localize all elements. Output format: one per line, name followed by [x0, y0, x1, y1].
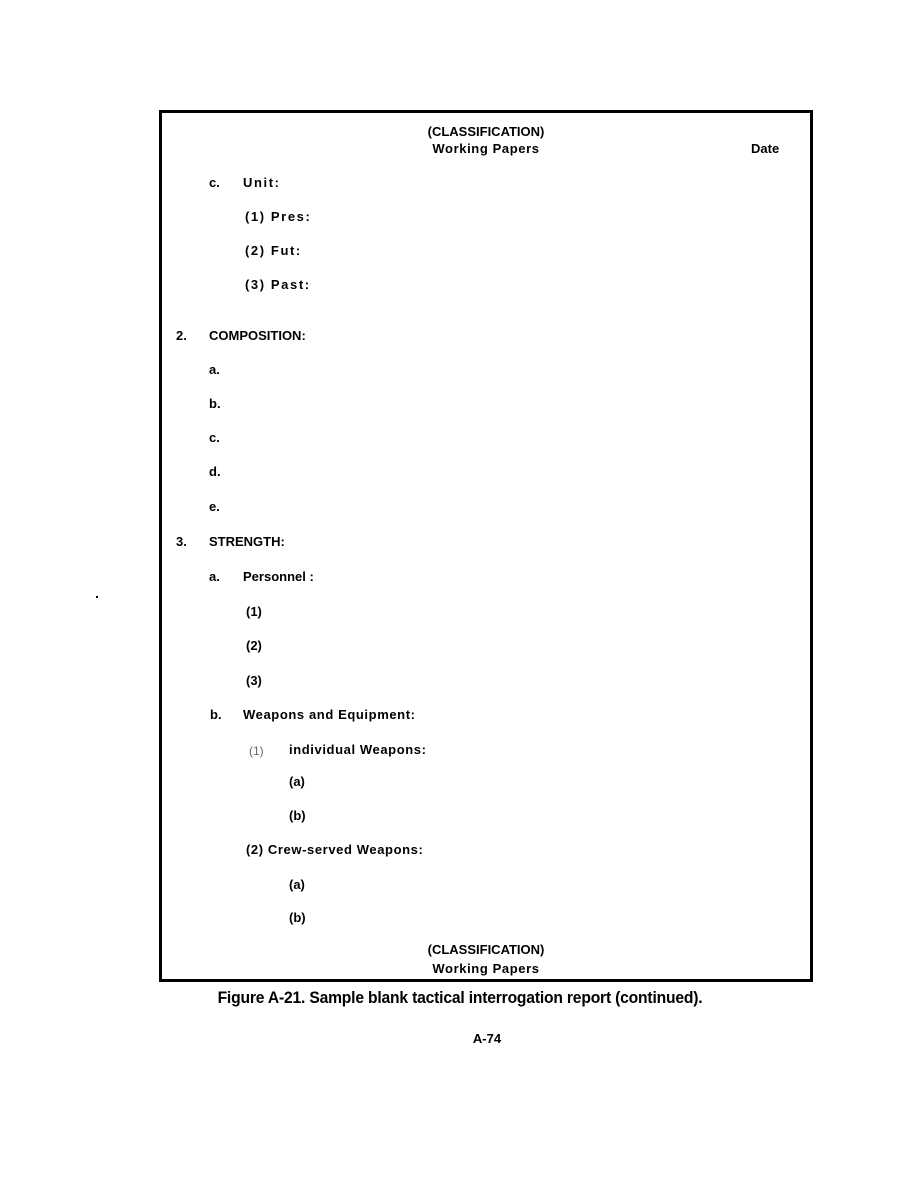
- unit-title: Unit:: [243, 175, 281, 190]
- header-working-papers: Working Papers: [432, 141, 540, 156]
- composition-item-e: e.: [209, 499, 220, 514]
- unit-item-pres: (1) Pres:: [245, 209, 312, 224]
- footer-classification: (CLASSIFICATION): [427, 942, 545, 957]
- unit-label: c.: [209, 175, 220, 190]
- composition-item-a: a.: [209, 362, 220, 377]
- composition-item-d: d.: [209, 464, 221, 479]
- strength-number: 3.: [176, 534, 187, 549]
- page-number: A-74: [472, 1031, 502, 1046]
- figure-caption: Figure A-21. Sample blank tactical interrogation report (continued).: [217, 988, 703, 1007]
- weapons-title: Weapons and Equipment:: [243, 707, 416, 722]
- personnel-item-2: (2): [246, 638, 262, 653]
- personnel-title: Personnel :: [243, 569, 314, 584]
- composition-number: 2.: [176, 328, 187, 343]
- composition-title: COMPOSITION:: [209, 328, 306, 343]
- footer-working-papers: Working Papers: [432, 961, 540, 976]
- header-classification: (CLASSIFICATION): [427, 124, 545, 139]
- individual-weapons-title: individual Weapons:: [289, 742, 427, 757]
- unit-item-past: (3) Past:: [245, 277, 311, 292]
- individual-weapons-item-b: (b): [289, 808, 306, 823]
- unit-item-fut: (2) Fut:: [245, 243, 302, 258]
- composition-item-b: b.: [209, 396, 221, 411]
- strength-title: STRENGTH:: [209, 534, 285, 549]
- crew-served-weapons-item-b: (b): [289, 910, 306, 925]
- crew-served-weapons-title: (2) Crew-served Weapons:: [246, 842, 424, 857]
- personnel-item-3: (3): [246, 673, 262, 688]
- individual-weapons-label: (1): [249, 744, 264, 758]
- weapons-label: b.: [210, 707, 222, 722]
- date-label: Date: [751, 141, 780, 156]
- stray-dot: [96, 596, 98, 598]
- individual-weapons-item-a: (a): [289, 774, 305, 789]
- composition-item-c: c.: [209, 430, 220, 445]
- report-form-box: [159, 110, 813, 982]
- crew-served-weapons-item-a: (a): [289, 877, 305, 892]
- personnel-item-1: (1): [246, 604, 262, 619]
- personnel-label: a.: [209, 569, 220, 584]
